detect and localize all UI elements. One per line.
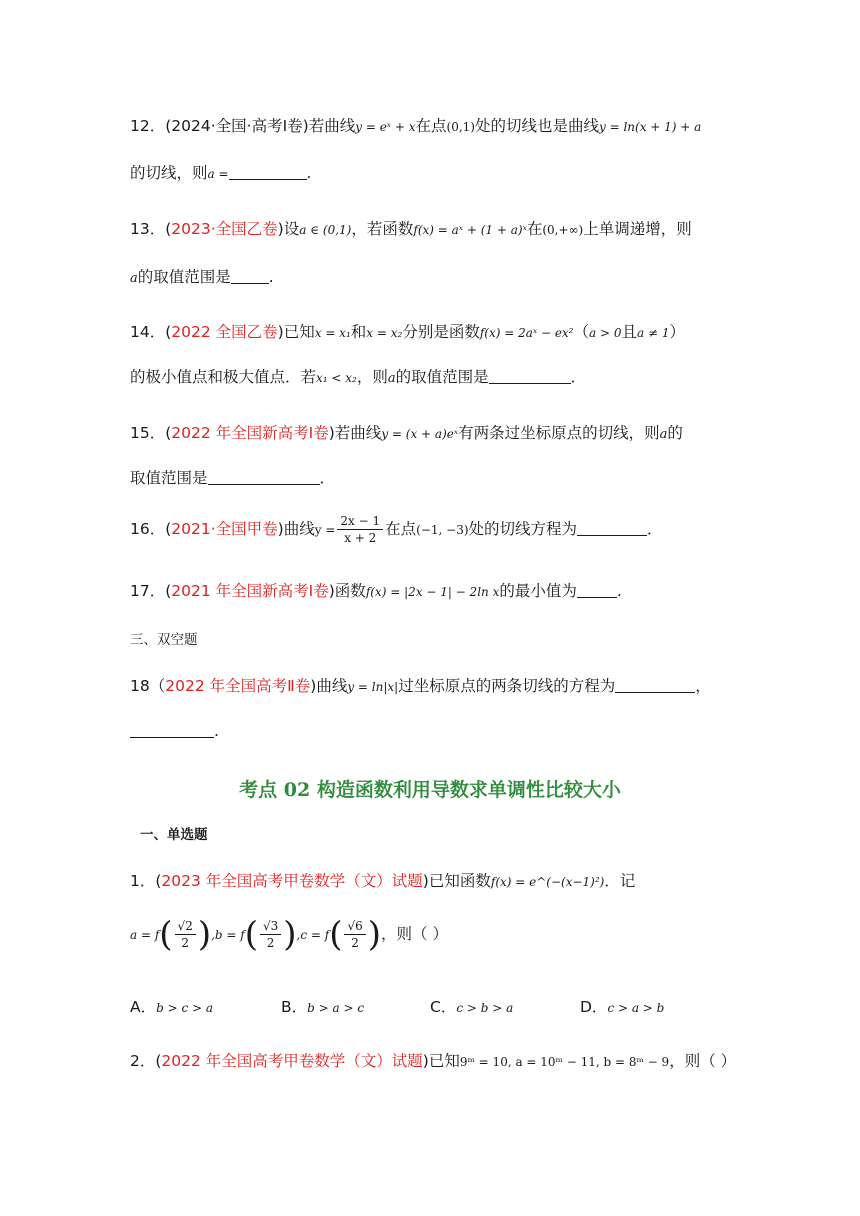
math-expression: y = (x + a)eˣ: [381, 427, 459, 441]
question-12-cont: 的切线，则a = .: [130, 164, 312, 182]
question-number: 17．(: [130, 582, 172, 600]
answer-blank[interactable]: [615, 678, 695, 693]
question-14-cont: 的极小值点和极大值点．若x₁ < x₂，则a的取值范围是 ．: [130, 368, 587, 386]
math-expression: a =: [207, 167, 229, 181]
section-heading: 一、单选题: [140, 827, 208, 843]
math-expression: a ≠ 1: [637, 326, 670, 340]
question-17: 17．(2021 年全国新高考Ⅰ卷)函数f(x) = |2x − 1| − 2ln x的最小值为 .: [130, 582, 622, 600]
question-number: 13．(: [130, 220, 172, 238]
question-number: 12．(: [130, 117, 172, 135]
question-15-cont: 取值范围是 ．: [130, 469, 336, 487]
math-expression: x₁ < x₂: [316, 371, 357, 385]
question-number: 1．(: [130, 872, 162, 890]
source-label: 2021·全国甲卷: [171, 520, 278, 538]
math-expression: y = ln(x + 1) + a: [599, 120, 702, 134]
question-13: 13．(2023·全国乙卷)设a ∈ (0,1)，若函数f(x) = aˣ + (1 + a)ˣ在(0,+∞)上单调递增，则: [130, 220, 692, 238]
question-14: 14．(2022 全国乙卷)已知x = x₁和x = x₂分别是函数f(x) = 2aˣ − ex²（a > 0且a ≠ 1）: [130, 323, 686, 341]
source-label: 2021 年全国新高考Ⅰ卷: [171, 582, 329, 600]
math-expression: a: [387, 371, 396, 386]
source-label: 2022 年全国高考Ⅱ卷: [165, 677, 311, 695]
question-15: 15．(2022 年全国新高考Ⅰ卷)若曲线y = (x + a)eˣ有两条过坐标原点的切线，则a的: [130, 424, 683, 442]
math-expression: x = x₂: [366, 326, 403, 340]
fraction: $\frac{√6}{2}$: [344, 918, 365, 951]
math-expression: y = eˣ + x: [355, 120, 416, 134]
math-expression: a ∈ (0,1): [299, 223, 352, 237]
math-expression: f(x) = aˣ + (1 + a)ˣ: [413, 223, 527, 237]
question-number: 15．(: [130, 424, 172, 442]
section-heading: 三、双空题: [130, 632, 198, 648]
math-expression: a > 0: [589, 326, 622, 340]
math-expression: a: [130, 271, 138, 286]
math-expression: f(x) = |2x − 1| − 2ln x: [365, 585, 500, 599]
question-13-cont: a的取值范围是 .: [130, 268, 274, 286]
question-number: 18（: [130, 677, 166, 695]
source-label: 2023·全国乙卷: [171, 220, 278, 238]
answer-blank[interactable]: [577, 583, 617, 598]
fraction: $\frac{√3}{2}$: [260, 918, 281, 951]
math-expression: (−1, −3): [416, 523, 469, 537]
problem-2: 2．(2022 年全国高考甲卷数学（文）试题)已知9ᵐ = 10, a = 10ᵐ − 11, b = 8ᵐ − 9，则（ ）: [130, 1052, 737, 1070]
math-expression: 9ᵐ = 10, a = 10ᵐ − 11, b = 8ᵐ − 9: [459, 1055, 670, 1069]
math-expression: (0,+∞): [542, 223, 584, 237]
problem-1: 1．(2023 年全国高考甲卷数学（文）试题)已知函数f(x) = e^(−(x−1)²)．记: [130, 872, 636, 890]
fraction: $\frac{2x - 1}{x + 2}$: [337, 513, 383, 546]
math-expression: (0,1): [446, 120, 475, 134]
answer-blank[interactable]: [231, 269, 269, 284]
question-number: 14．(: [130, 323, 172, 341]
answer-blank[interactable]: [130, 723, 214, 738]
math-expression: y = ln|x|: [347, 680, 399, 694]
math-expression: y =: [314, 523, 336, 537]
section-title: 考点 02 构造函数利用导数求单调性比较大小: [239, 779, 621, 801]
source-label: 2024·全国·高考Ⅰ卷: [171, 117, 303, 135]
question-number: 2．(: [130, 1052, 162, 1070]
question-16: 16．(2021·全国甲卷)曲线y = $\frac{2x - 1}{x + 2}$ 在点(−1, −3)处的切线方程为 ．: [130, 514, 663, 545]
question-18: 18（2022 年全国高考Ⅱ卷)曲线y = ln|x|过坐标原点的两条切线的方程为 ，: [130, 677, 711, 695]
source-label: 2023 年全国高考甲卷数学（文）试题: [161, 872, 423, 890]
question-18-cont: .: [130, 720, 219, 742]
source-label: 2022 年全国新高考Ⅰ卷: [171, 424, 329, 442]
math-expression: a: [659, 427, 668, 442]
option-c[interactable]: C．c > b > a: [430, 998, 514, 1016]
answer-blank[interactable]: [208, 470, 320, 485]
option-b[interactable]: B．b > a > c: [281, 998, 365, 1016]
option-a[interactable]: A．b > c > a: [130, 998, 214, 1016]
question-number: 16．(: [130, 520, 172, 538]
question-12: 12．(2024·全国·高考Ⅰ卷)若曲线y = eˣ + x在点(0,1)处的切线也是曲线y = ln(x + 1) + a: [130, 117, 702, 135]
problem-1-cont: a = f( $\frac{√2}{2}$ ),b = f( $\frac{√3}{2}$ ),c = f( $\frac{√6}{2}$ )，则（ ）: [130, 914, 448, 955]
fraction: $\frac{√2}{2}$: [175, 918, 196, 951]
option-d[interactable]: D．c > a > b: [580, 998, 665, 1016]
answer-blank[interactable]: [229, 165, 307, 180]
answer-blank[interactable]: [489, 369, 571, 384]
source-label: 2022 年全国高考甲卷数学（文）试题: [161, 1052, 423, 1070]
math-expression: x = x₁: [314, 326, 351, 340]
math-expression: f(x) = e^(−(x−1)²): [490, 875, 605, 889]
math-expression: f(x) = 2aˣ − ex²: [479, 326, 574, 340]
answer-blank[interactable]: [577, 521, 647, 536]
source-label: 2022 全国乙卷: [171, 323, 278, 341]
